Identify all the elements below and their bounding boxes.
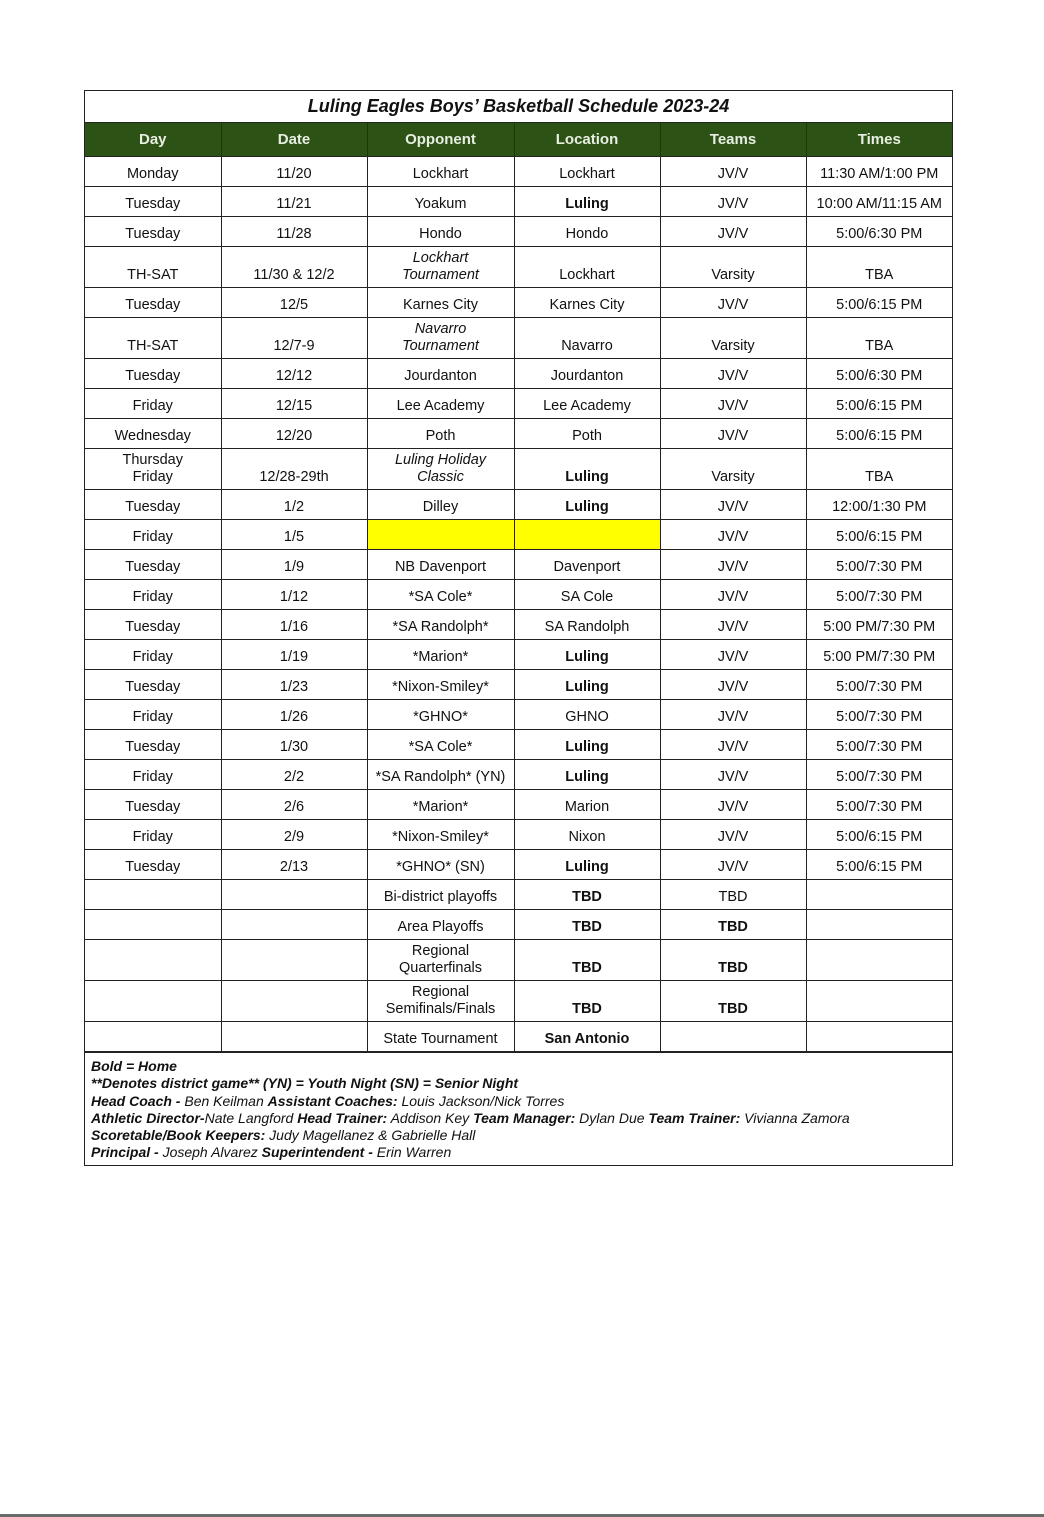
opponent-cell: *SA Randolph* (YN) [367,760,514,790]
table-row [85,187,952,217]
header-row [85,123,952,157]
staff-line: Athletic Director-Nate Langford Head Trainer: Addison Key Team Manager: Dylan Due Team Trainer: Vivianna Zamora [91,1109,850,1126]
date-cell: 12/5 [221,288,367,318]
opponent-cell: Lockhart [367,157,514,187]
table-row-playoff [85,910,952,940]
day-cell: Tuesday [85,187,221,217]
date-cell: 2/13 [221,850,367,880]
table-row [85,850,952,880]
table-row [85,157,952,187]
day-cell: Friday [85,700,221,730]
table-row [85,288,952,318]
table-row [85,700,952,730]
opponent-cell: *SA Randolph* [367,610,514,640]
teams-cell: JV/V [660,389,806,419]
teams-cell: TBD [660,910,806,940]
teams-cell: JV/V [660,790,806,820]
day-cell [85,880,221,910]
coaches-line: Head Coach - Ben Keilman Assistant Coaches: Louis Jackson/Nick Torres [91,1092,565,1109]
legend-district-nights: **Denotes district game** (YN) = Youth Night (SN) = Senior Night [91,1075,519,1092]
teams-cell: JV/V [660,187,806,217]
day-cell: Tuesday [85,288,221,318]
times-cell: 5:00/7:30 PM [806,580,952,610]
col-header-teams: Teams [660,123,806,157]
day-cell: Friday [85,820,221,850]
opponent-cell: *Nixon-Smiley* [367,820,514,850]
date-cell: 12/28-29th [221,449,367,490]
teams-cell: JV/V [660,288,806,318]
opponent-cell: *GHNO* (SN) [367,850,514,880]
date-cell: 1/23 [221,670,367,700]
col-header-times: Times [806,123,952,157]
location-cell: Lockhart [514,247,660,288]
location-cell: Lockhart [514,157,660,187]
table-row [85,550,952,580]
teams-cell: JV/V [660,820,806,850]
location-cell-home: Luling [514,187,660,217]
times-cell: 5:00/6:15 PM [806,288,952,318]
opponent-cell: State Tournament [367,1022,514,1052]
location-cell: Jourdanton [514,359,660,389]
times-cell: TBA [806,318,952,359]
date-cell: 1/30 [221,730,367,760]
teams-cell: JV/V [660,359,806,389]
day-cell: TH-SAT [85,247,221,288]
location-cell: TBD [514,910,660,940]
opponent-cell: Hondo [367,217,514,247]
times-cell [806,880,952,910]
schedule-table [85,123,952,1052]
day-cell [85,940,221,981]
teams-cell: TBD [660,981,806,1022]
times-cell: TBA [806,247,952,288]
times-cell: 5:00/6:15 PM [806,389,952,419]
times-cell [806,940,952,981]
opponent-cell: *Marion* [367,640,514,670]
teams-cell: JV/V [660,580,806,610]
location-cell-home: Luling [514,730,660,760]
opponent-cell: NB Davenport [367,550,514,580]
times-cell: 5:00/6:15 PM [806,850,952,880]
date-cell: 12/20 [221,419,367,449]
opponent-cell: Regional Semifinals/Finals [367,981,514,1022]
location-cell: TBD [514,940,660,981]
location-cell: Hondo [514,217,660,247]
times-cell: 5:00 PM/7:30 PM [806,640,952,670]
opponent-cell: *Marion* [367,790,514,820]
location-cell-home: Luling [514,490,660,520]
location-cell-home: Luling [514,640,660,670]
table-row-playoff [85,940,952,981]
day-cell: Friday [85,520,221,550]
date-cell: 12/12 [221,359,367,389]
day-cell: TH-SAT [85,318,221,359]
times-cell: 5:00/7:30 PM [806,730,952,760]
day-cell: Tuesday [85,790,221,820]
location-cell: Navarro [514,318,660,359]
times-cell [806,981,952,1022]
table-row [85,790,952,820]
schedule-sheet [84,90,953,1166]
day-cell: Friday [85,389,221,419]
times-cell: 5:00 PM/7:30 PM [806,610,952,640]
day-cell: Friday [85,640,221,670]
opponent-cell: Lee Academy [367,389,514,419]
times-cell: 11:30 AM/1:00 PM [806,157,952,187]
teams-cell: TBD [660,940,806,981]
date-cell: 11/20 [221,157,367,187]
location-cell: SA Cole [514,580,660,610]
scorekeepers-line: Scoretable/Book Keepers: Judy Magellanez & Gabrielle Hall [91,1127,476,1144]
location-cell: Poth [514,419,660,449]
teams-cell: JV/V [660,217,806,247]
table-row [85,318,952,359]
opponent-cell-highlighted-empty [367,520,514,550]
col-header-location: Location [514,123,660,157]
date-cell: 1/19 [221,640,367,670]
opponent-cell: Regional Quarterfinals [367,940,514,981]
location-cell: Davenport [514,550,660,580]
table-row [85,490,952,520]
location-cell-home: Luling [514,760,660,790]
date-cell: 1/9 [221,550,367,580]
teams-cell [660,1022,806,1052]
day-cell: Friday [85,580,221,610]
times-cell: 5:00/7:30 PM [806,790,952,820]
date-cell: 11/28 [221,217,367,247]
day-cell: Monday [85,157,221,187]
opponent-cell: Bi-district playoffs [367,880,514,910]
day-cell: Friday [85,760,221,790]
table-row [85,419,952,449]
times-cell: 5:00/6:15 PM [806,820,952,850]
day-cell: Tuesday [85,670,221,700]
opponent-cell: Jourdanton [367,359,514,389]
table-row [85,610,952,640]
location-cell: Karnes City [514,288,660,318]
teams-cell: Varsity [660,247,806,288]
times-cell: 5:00/6:30 PM [806,217,952,247]
day-cell: Tuesday [85,850,221,880]
date-cell: 1/26 [221,700,367,730]
date-cell: 1/12 [221,580,367,610]
teams-cell: JV/V [660,520,806,550]
location-cell-home: Luling [514,449,660,490]
opponent-cell: Dilley [367,490,514,520]
day-cell [85,1022,221,1052]
opponent-cell: *GHNO* [367,700,514,730]
date-cell [221,981,367,1022]
location-cell: GHNO [514,700,660,730]
day-cell: Tuesday [85,490,221,520]
opponent-cell: *SA Cole* [367,580,514,610]
table-row [85,520,952,550]
teams-cell: JV/V [660,419,806,449]
col-header-day: Day [85,123,221,157]
opponent-cell: Luling Holiday Classic [367,449,514,490]
location-cell-highlighted-empty [514,520,660,550]
day-cell: Tuesday [85,550,221,580]
date-cell: 2/6 [221,790,367,820]
teams-cell: Varsity [660,318,806,359]
teams-cell: Varsity [660,449,806,490]
teams-cell: JV/V [660,730,806,760]
times-cell: 10:00 AM/11:15 AM [806,187,952,217]
table-row [85,580,952,610]
times-cell: 5:00/6:15 PM [806,520,952,550]
date-cell [221,1022,367,1052]
teams-cell: TBD [660,880,806,910]
teams-cell: JV/V [660,157,806,187]
times-cell [806,910,952,940]
times-cell [806,1022,952,1052]
location-cell-home: Luling [514,670,660,700]
schedule-title: Luling Eagles Boys’ Basketball Schedule 2023-24 [85,91,952,123]
date-cell: 12/7-9 [221,318,367,359]
times-cell: 5:00/6:30 PM [806,359,952,389]
table-row [85,217,952,247]
date-cell: 1/2 [221,490,367,520]
location-cell: Lee Academy [514,389,660,419]
teams-cell: JV/V [660,640,806,670]
notes-section [85,1052,952,1165]
date-cell: 11/21 [221,187,367,217]
legend-bold-home: Bold = Home [91,1058,177,1074]
table-row [85,730,952,760]
table-row [85,389,952,419]
teams-cell: JV/V [660,610,806,640]
day-cell: Tuesday [85,610,221,640]
teams-cell: JV/V [660,550,806,580]
date-cell: 1/16 [221,610,367,640]
location-cell: SA Randolph [514,610,660,640]
day-cell: Tuesday [85,217,221,247]
opponent-cell: *Nixon-Smiley* [367,670,514,700]
table-row [85,449,952,490]
times-cell: 5:00/6:15 PM [806,419,952,449]
teams-cell: JV/V [660,760,806,790]
table-row [85,760,952,790]
opponent-cell: Lockhart Tournament [367,247,514,288]
location-cell: San Antonio [514,1022,660,1052]
day-cell: Wednesday [85,419,221,449]
table-row [85,820,952,850]
date-cell [221,880,367,910]
day-cell: Tuesday [85,359,221,389]
table-row [85,670,952,700]
col-header-opponent: Opponent [367,123,514,157]
day-cell [85,981,221,1022]
opponent-cell: Area Playoffs [367,910,514,940]
opponent-cell: *SA Cole* [367,730,514,760]
date-cell: 11/30 & 12/2 [221,247,367,288]
times-cell: 5:00/7:30 PM [806,550,952,580]
date-cell: 1/5 [221,520,367,550]
location-cell: TBD [514,880,660,910]
teams-cell: JV/V [660,700,806,730]
table-row [85,359,952,389]
opponent-cell: Poth [367,419,514,449]
date-cell [221,940,367,981]
table-row [85,247,952,288]
day-cell: Tuesday [85,730,221,760]
opponent-cell: Yoakum [367,187,514,217]
location-cell-home: Luling [514,850,660,880]
location-cell: Marion [514,790,660,820]
date-cell: 2/9 [221,820,367,850]
day-cell [85,910,221,940]
table-row [85,640,952,670]
day-cell: Thursday Friday [85,449,221,490]
times-cell: 5:00/7:30 PM [806,670,952,700]
table-row-playoff [85,981,952,1022]
times-cell: 12:00/1:30 PM [806,490,952,520]
date-cell: 2/2 [221,760,367,790]
admin-line: Principal - Joseph Alvarez Superintendent - Erin Warren [91,1144,452,1161]
times-cell: 5:00/7:30 PM [806,760,952,790]
date-cell: 12/15 [221,389,367,419]
date-cell [221,910,367,940]
opponent-cell: Karnes City [367,288,514,318]
opponent-cell: Navarro Tournament [367,318,514,359]
teams-cell: JV/V [660,670,806,700]
teams-cell: JV/V [660,490,806,520]
table-row-playoff [85,880,952,910]
times-cell: 5:00/7:30 PM [806,700,952,730]
location-cell: TBD [514,981,660,1022]
col-header-date: Date [221,123,367,157]
location-cell: Nixon [514,820,660,850]
table-row-playoff [85,1022,952,1052]
teams-cell: JV/V [660,850,806,880]
times-cell: TBA [806,449,952,490]
